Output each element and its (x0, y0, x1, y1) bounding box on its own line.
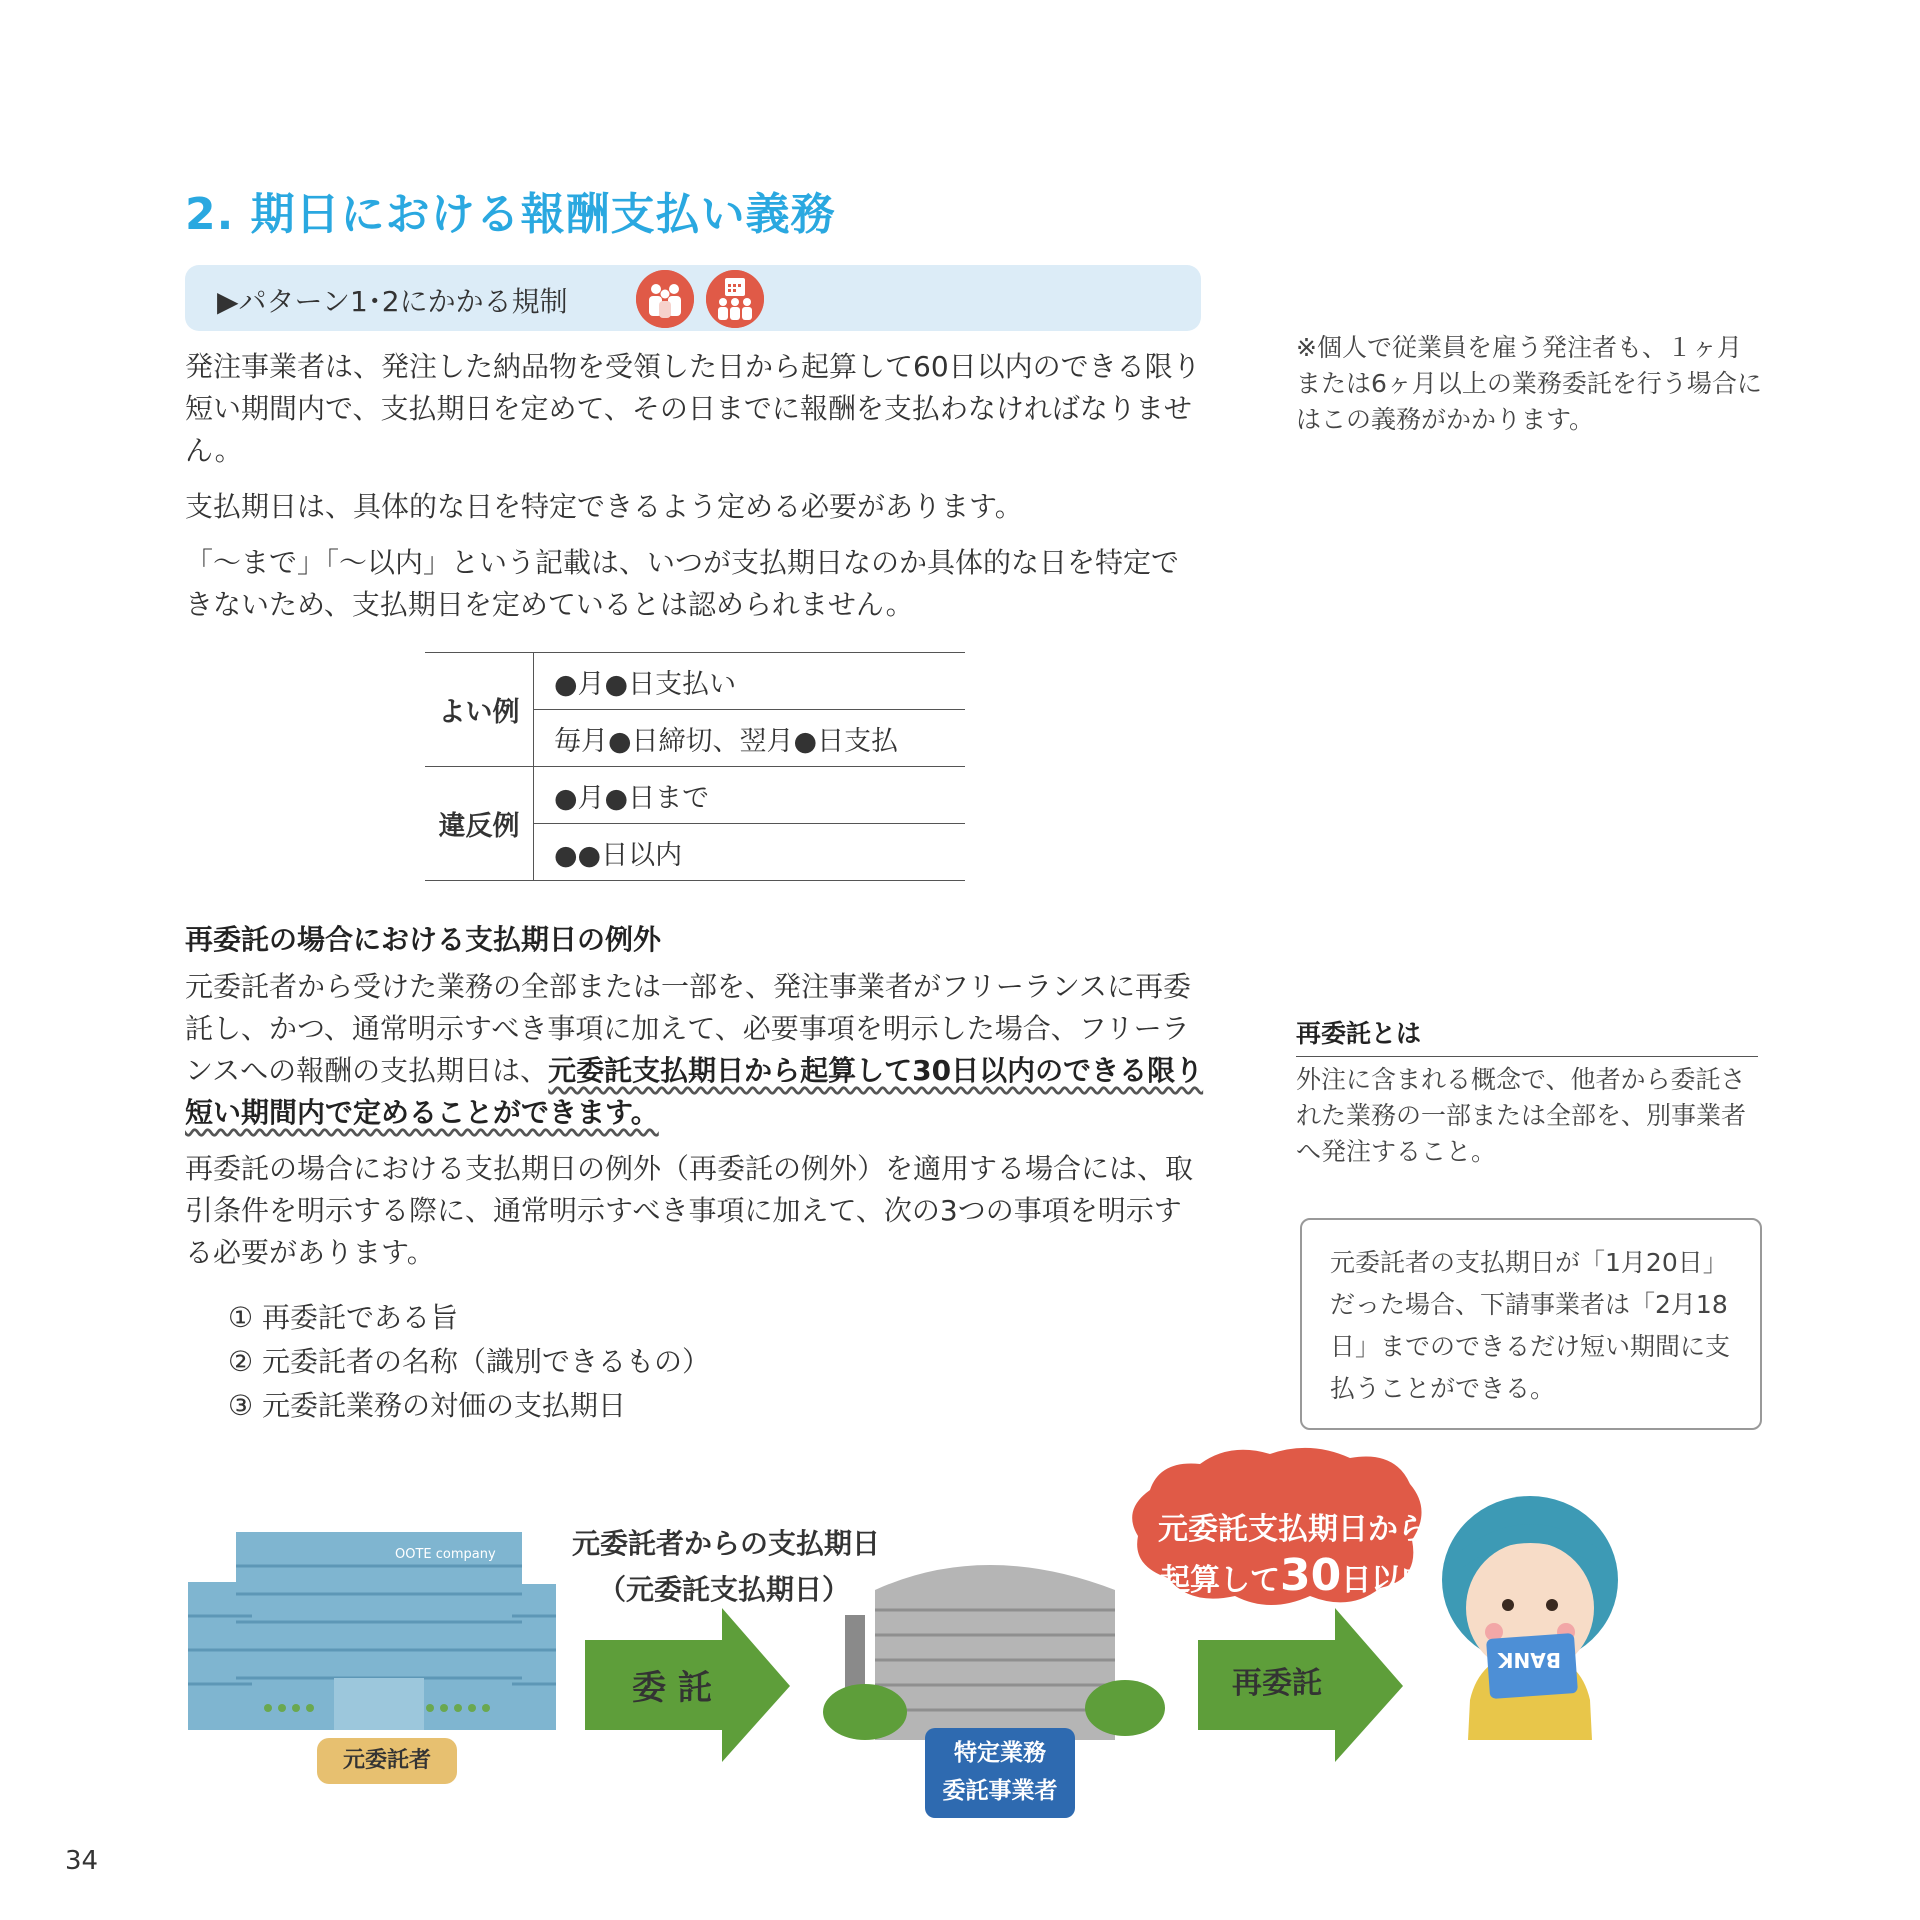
calendar-people-icon (706, 270, 764, 328)
list-item: ② 元委託者の名称（識別できるもの） (228, 1345, 711, 1378)
term-title: 再委託とは (1296, 1014, 1758, 1057)
contractor-label-line1: 特定業務 (954, 1740, 1046, 1766)
contractor-label-line2: 委託事業者 (942, 1778, 1058, 1804)
body-paragraph: 発注事業者は、発注した納品物を受領した日から起算して60日以内のできる限り短い期間内で、支払期日を定めて、その日までに報酬を支払わなければなりません。 (185, 350, 1201, 467)
bank-card-label: BANK (1498, 1648, 1561, 1672)
list-item: ① 再委託である旨 (228, 1301, 459, 1334)
table-cell: ●●日以内 (534, 824, 966, 881)
bad-example-label: 違反例 (425, 767, 534, 881)
paydate-label-sub: （元委託支払期日） (598, 1573, 851, 1606)
term-description: 外注に含まれる概念で、他者から委託された業務の一部または全部を、別事業者へ発注すること。 (1296, 1065, 1747, 1166)
paydate-label: 元委託者からの支払期日 (572, 1527, 881, 1560)
side-note: ※個人で従業員を雇う発注者も、１ヶ月または6ヶ月以上の業務委託を行う場合にはこの義務がかかります。 (1296, 333, 1762, 434)
page-number: 34 (65, 1846, 99, 1876)
arrow-saiitaku-label: 再委託 (1232, 1666, 1322, 1701)
cloud-text-c: 日以内 (1341, 1563, 1432, 1598)
table-cell: ●月●日支払い (534, 653, 966, 710)
client-building (188, 1532, 556, 1730)
body-paragraph: 「〜まで」「〜以内」という記載は、いつが支払期日なのか具体的な日を特定できないため、支払期日を定めているとは認められません。 (185, 546, 1180, 621)
body-paragraph (185, 966, 1205, 1134)
section-heading: 再委託の場合における支払期日の例外 (185, 923, 662, 956)
contractor-building (823, 1565, 1165, 1740)
client-label: 元委託者 (317, 1738, 457, 1784)
emphasized-text: 元委託支払期日から起算して30日以内のできる限り短い期間内で定めることができます。 (185, 1054, 1204, 1129)
cloud-text-line1: 元委託支払期日から (1158, 1512, 1428, 1547)
paragraph-text: 元委託者から受けた業務の全部または一部を、発注事業者がフリーランスに再委託し、かつ、通常明示すべき事項に加えて、必要事項を明示した場合、フリーランスへの報酬の支払期日は、 (185, 970, 1192, 1087)
cloud-text-a: 起算して (1160, 1563, 1280, 1598)
examples-table (425, 652, 965, 881)
freelancer-person (1442, 1496, 1618, 1740)
good-example-label: よい例 (425, 653, 534, 767)
arrow-itaku-label: 委 託 (632, 1668, 712, 1708)
table-row (425, 653, 965, 710)
list-item: ③ 元委託業務の対価の支払期日 (228, 1389, 627, 1422)
page-title: 2. 期日における報酬支払い義務 (185, 189, 836, 240)
table-cell: 毎月●日締切、翌月●日支払 (534, 710, 966, 767)
example-box: 元委託者の支払期日が「1月20日」だった場合、下請事業者は「2月18日」までのできるだけ短い期間に支払うことができる。 (1300, 1218, 1762, 1430)
cloud-text-number: 30 (1280, 1550, 1342, 1601)
cloud-text-line2 (1160, 1550, 1431, 1601)
body-paragraph: 再委託の場合における支払期日の例外（再委託の例外）を適用する場合には、取引条件を明示する際に、通常明示すべき事項に加えて、次の3つの事項を明示する必要があります。 (185, 1152, 1194, 1269)
table-cell: ●月●日まで (534, 767, 966, 824)
building-sign: OOTE company (395, 1547, 496, 1562)
pattern-label: ▶パターン1･2にかかる規制 (217, 285, 568, 318)
contractor-label (925, 1728, 1075, 1818)
table-row (425, 767, 965, 824)
people-icon (636, 270, 694, 328)
body-paragraph: 支払期日は、具体的な日を特定できるよう定める必要があります。 (185, 490, 1023, 523)
pattern-bar (185, 265, 1201, 331)
